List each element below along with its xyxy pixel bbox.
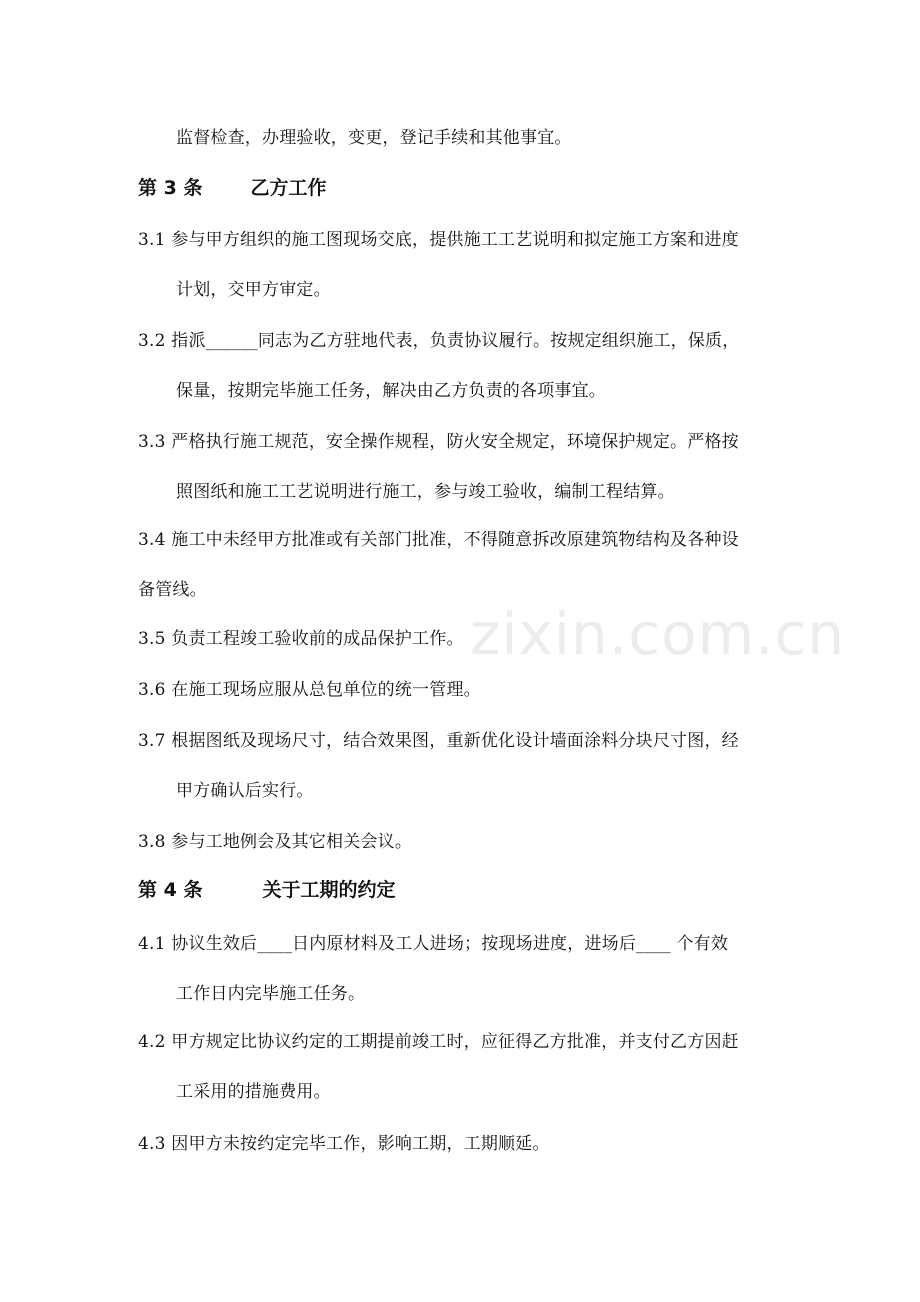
section-number: 第 4 条 — [138, 879, 203, 901]
clause-3-2-cont: 保量，按期完毕施工任务，解决由乙方负责的各项事宜。 — [176, 381, 606, 401]
section-title: 乙方工作 — [250, 177, 327, 199]
clause-3-2: 3.2 指派______同志为乙方驻地代表，负责协议履行。按规定组织施工，保质， — [138, 331, 740, 351]
clause-3-1-cont: 计划，交甲方审定。 — [176, 280, 331, 300]
clause-3-8: 3.8 参与工地例会及其它相关会议。 — [138, 832, 413, 852]
clause-3-7-cont: 甲方确认后实行。 — [176, 781, 314, 801]
clause-4-2-cont: 工采用的措施费用。 — [176, 1082, 331, 1102]
clause-4-2: 4.2 甲方规定比协议约定的工期提前竣工时，应征得乙方批准，并支付乙方因赶 — [138, 1032, 739, 1052]
clause-3-5: 3.5 负责工程竣工验收前的成品保护工作。 — [138, 629, 464, 649]
section-number: 第 3 条 — [138, 177, 203, 199]
clause-3-3: 3.3 严格执行施工规范，安全操作规程，防火安全规定，环境保护规定。严格按 — [138, 432, 739, 452]
clause-3-4: 3.4 施工中未经甲方批准或有关部门批准，不得随意拆改原建筑物结构及各种设 — [138, 530, 739, 550]
text-line: 监督检查，办理验收，变更，登记手续和其他事宜。 — [176, 128, 572, 148]
clause-4-3: 4.3 因甲方未按约定完毕工作，影响工期，工期顺延。 — [138, 1134, 550, 1154]
clause-4-1: 4.1 协议生效后____日内原材料及工人进场；按现场进度，进场后____ 个有效 — [138, 934, 729, 954]
section-title: 关于工期的约定 — [262, 879, 396, 901]
clause-3-6: 3.6 在施工现场应服从总包单位的统一管理。 — [138, 680, 481, 700]
clause-3-4-cont: 备管线。 — [138, 580, 207, 600]
watermark: zixin.com.cn — [470, 600, 846, 668]
clause-3-1: 3.1 参与甲方组织的施工图现场交底，提供施工工艺说明和拟定施工方案和进度 — [138, 230, 739, 250]
section-heading-3 — [138, 175, 326, 201]
section-heading-4 — [138, 877, 395, 903]
clause-4-1-cont: 工作日内完毕施工任务。 — [176, 984, 366, 1004]
clause-3-7: 3.7 根据图纸及现场尺寸，结合效果图，重新优化设计墙面涂料分块尺寸图，经 — [138, 731, 739, 751]
clause-3-3-cont: 照图纸和施工工艺说明进行施工，参与竣工验收，编制工程结算。 — [176, 482, 675, 502]
